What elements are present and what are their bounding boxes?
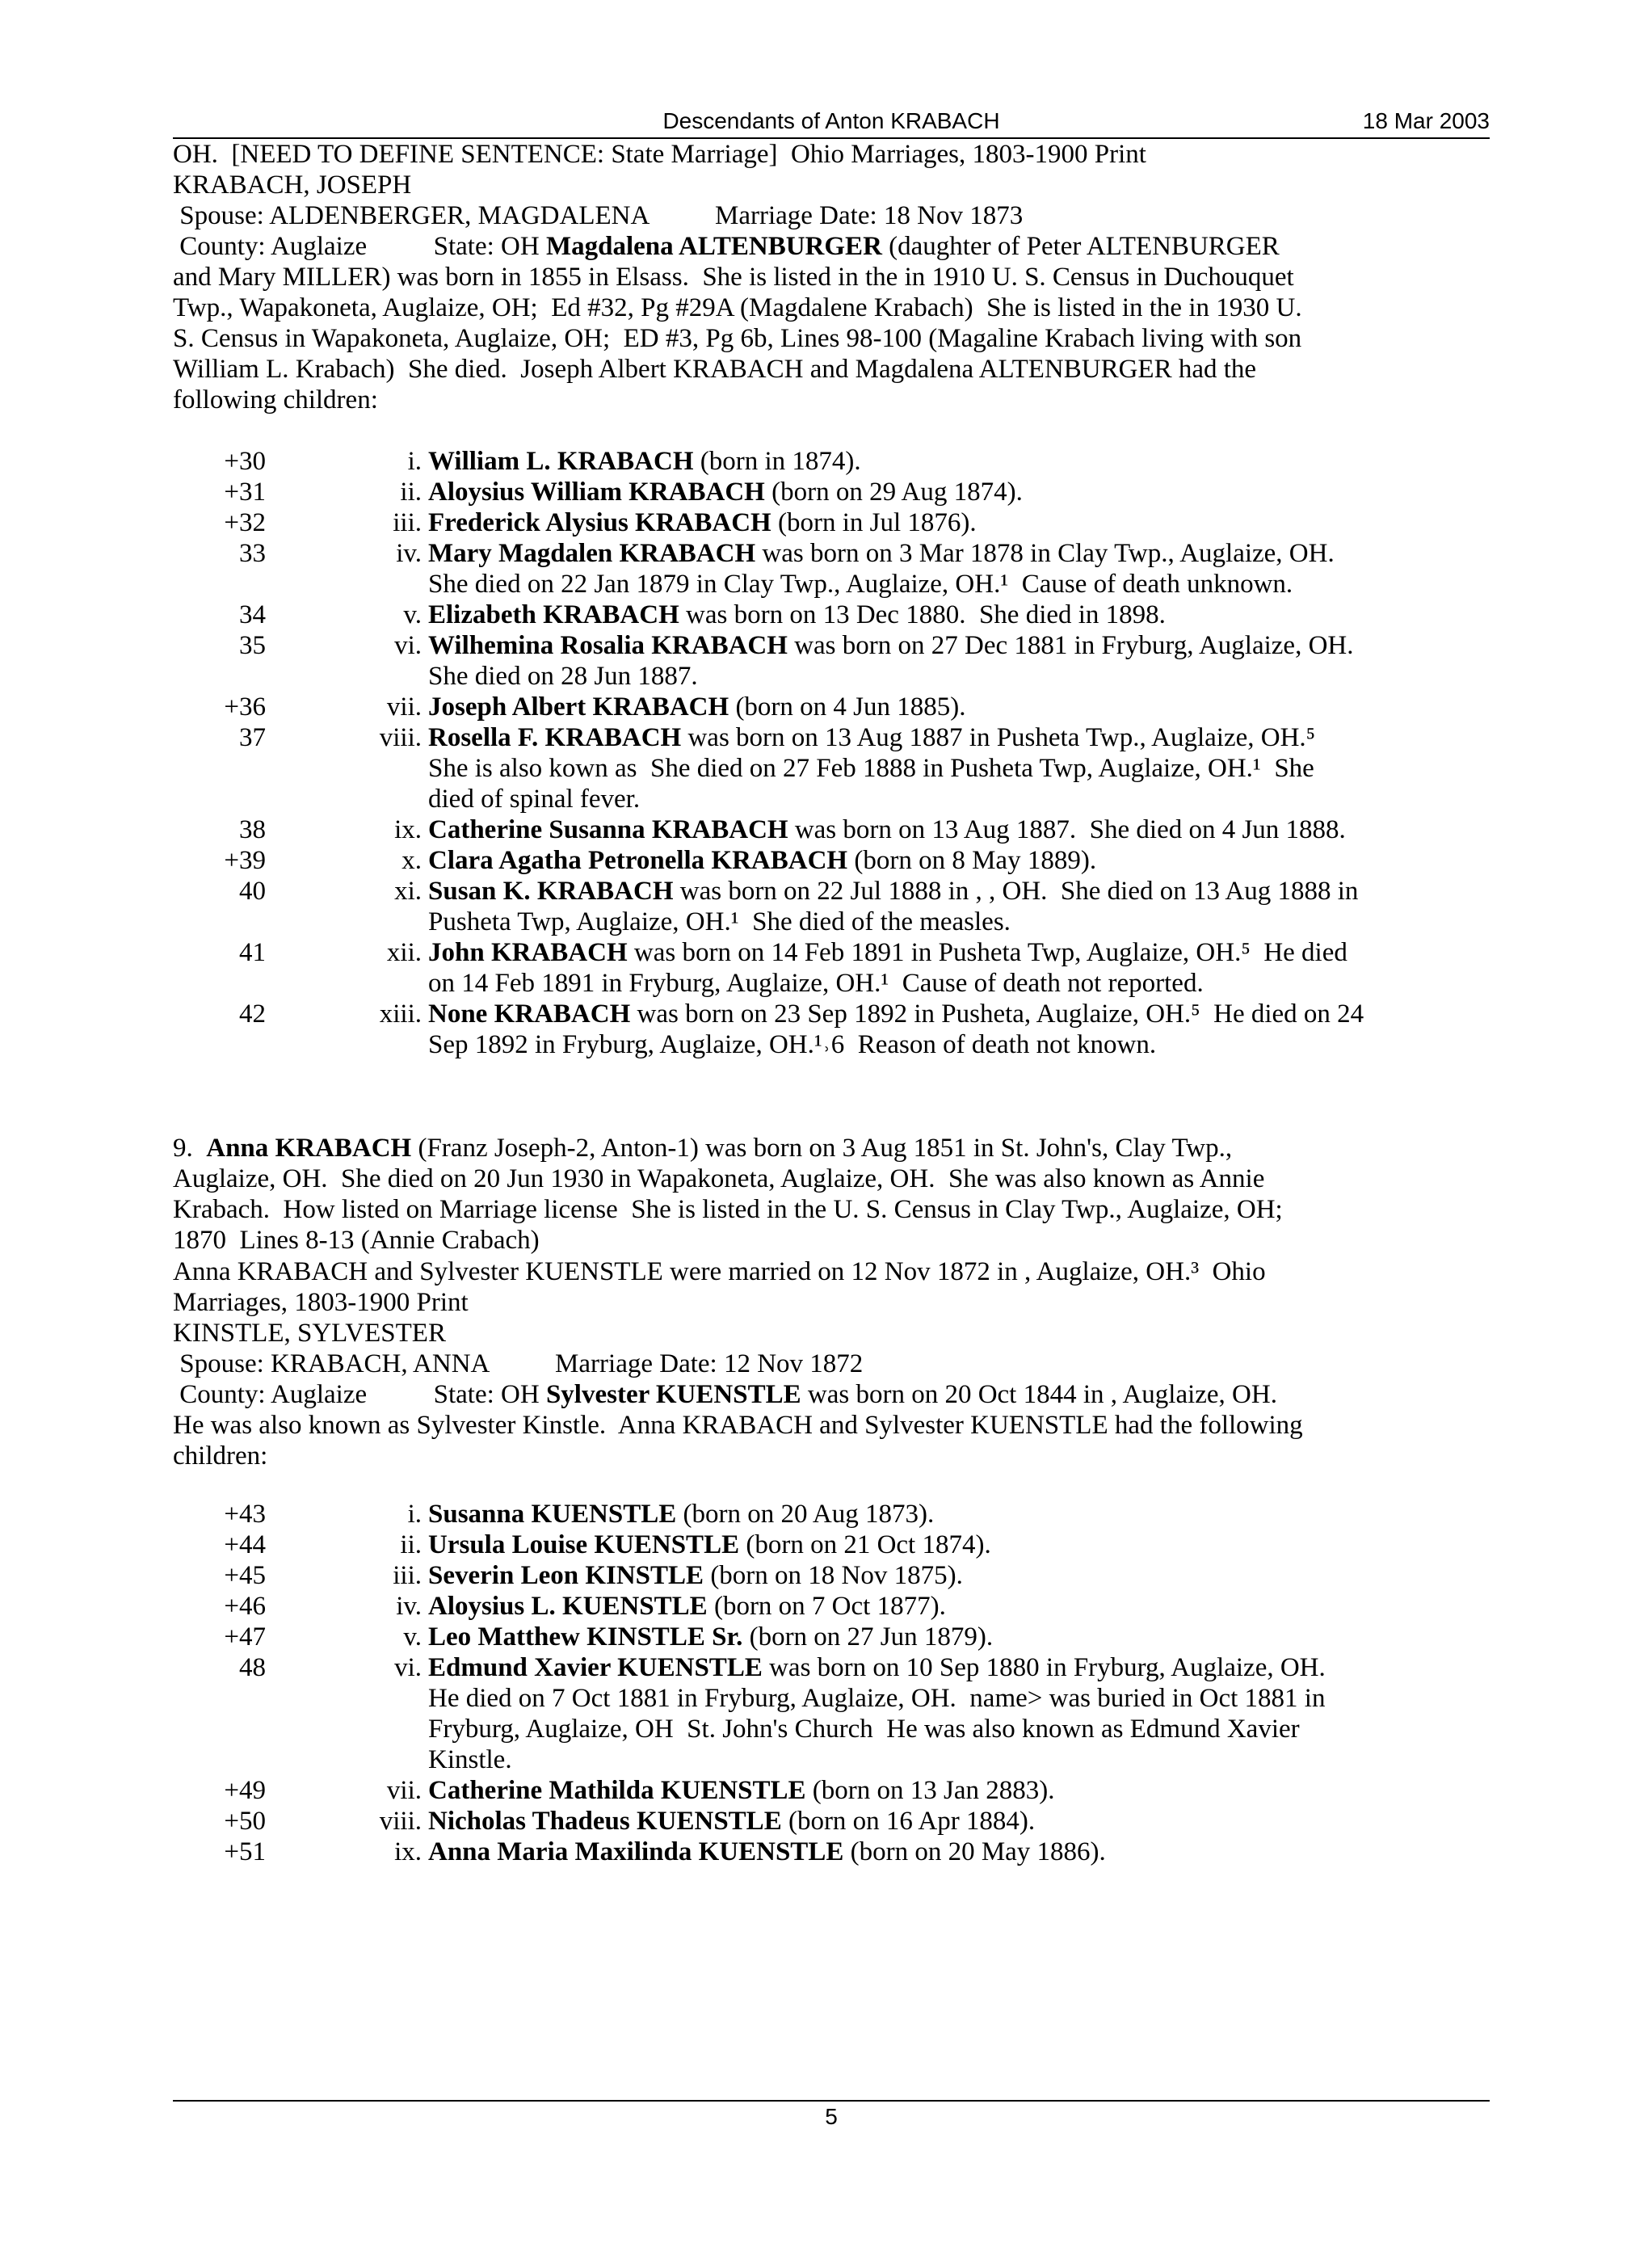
text-line: Fryburg, Auglaize, OH St. John's Church He was also known as Edmund Xavier (428, 1715, 1300, 1744)
footer-rule (173, 2100, 1490, 2102)
child-detail: (born on 21 Oct 1874). (739, 1530, 991, 1559)
child-name: Joseph Albert KRABACH (428, 692, 729, 722)
text-line: Twp., Wapakoneta, Auglaize, OH; Ed #32, Pg #29A (Magdalene Krabach) She is listed in the in 1930 U. (173, 293, 1302, 322)
text-line (428, 1591, 1490, 1622)
child-description (428, 600, 1490, 630)
child-detail: was born on 13 Aug 1887. She died on 4 Jun 1888. (788, 815, 1346, 844)
child-name: Frederick Alysius KRABACH (428, 508, 771, 537)
child-roman-numeral: xii. (386, 938, 422, 967)
text-line: Auglaize, OH. She died on 20 Jun 1930 in Wapakoneta, Auglaize, OH. She was also known as Annie (173, 1164, 1265, 1193)
child-roman-numeral: ix. (394, 815, 422, 844)
child-entry (173, 1530, 1490, 1560)
child-entry (173, 845, 1490, 876)
text-line: Anna KRABACH and Sylvester KUENSTLE were married on 12 Nov 1872 in , Auglaize, OH.³ Ohio (173, 1257, 1266, 1286)
text-line: OH. [NEED TO DEFINE SENTENCE: State Marriage] Ohio Marriages, 1803-1900 Print (173, 140, 1146, 169)
person-name: Sylvester KUENSTLE (545, 1380, 801, 1409)
child-number: 42 (239, 999, 266, 1029)
children-list-kuenstle (173, 1499, 1490, 1867)
anna-paragraph (173, 1133, 1490, 1256)
text-line: 9. Anna KRABACH (Franz Joseph-2, Anton-1) was born on 3 Aug 1851 in St. John's, Clay Twp., (173, 1134, 1233, 1163)
child-name: Catherine Mathilda KUENSTLE (428, 1776, 806, 1805)
text-line (428, 600, 1490, 630)
child-detail: was born on 10 Sep 1880 in Fryburg, Auglaize, OH. (762, 1653, 1326, 1682)
child-detail: (born on 8 May 1889). (847, 846, 1097, 875)
page-number: 5 (825, 2104, 838, 2129)
header-title: Descendants of Anton KRABACH (662, 108, 1000, 133)
child-detail: (born in Jul 1876). (771, 508, 977, 537)
child-entry (173, 876, 1490, 937)
child-number: +31 (224, 478, 266, 507)
child-number: 37 (239, 723, 266, 752)
text-line (428, 937, 1490, 968)
text-line (428, 845, 1490, 876)
text-line: She is also kown as She died on 27 Feb 1888 in Pusheta Twp, Auglaize, OH.¹ She (428, 754, 1314, 783)
child-roman-numeral: vi. (394, 1653, 422, 1682)
text-line (428, 814, 1490, 845)
child-detail: was born on 3 Mar 1878 in Clay Twp., Auglaize, OH. (755, 539, 1335, 568)
child-number: +43 (224, 1500, 266, 1529)
text-line: following children: (173, 385, 378, 414)
text-line: He died on 7 Oct 1881 in Fryburg, Auglaize, OH. name> was buried in Oct 1881 in (428, 1684, 1326, 1713)
child-entry (173, 814, 1490, 845)
child-description (428, 814, 1490, 845)
child-number: 41 (239, 938, 266, 967)
child-roman-numeral: xi. (394, 877, 422, 906)
child-roman-numeral: ii. (400, 478, 422, 507)
text-line: Spouse: KRABACH, ANNA Marriage Date: 12 Nov 1872 (173, 1349, 864, 1378)
child-roman-numeral: x. (401, 846, 422, 875)
child-name: Ursula Louise KUENSTLE (428, 1530, 740, 1559)
child-number: +45 (224, 1561, 266, 1590)
text-line: S. Census in Wapakoneta, Auglaize, OH; ED #3, Pg 6b, Lines 98-100 (Magaline Krabach living with son (173, 324, 1302, 353)
text-line: Marriages, 1803-1900 Print (173, 1288, 469, 1317)
text-line: She died on 28 Jun 1887. (428, 662, 698, 691)
child-description (428, 630, 1490, 692)
child-name: Rosella F. KRABACH (428, 723, 682, 752)
child-description (428, 1622, 1490, 1652)
child-name: Severin Leon KINSTLE (428, 1561, 704, 1590)
child-detail: was born on 23 Sep 1892 in Pusheta, Auglaize, OH.⁵ He died on 24 (630, 999, 1364, 1029)
child-name: Aloysius William KRABACH (428, 478, 765, 507)
child-detail: was born on 14 Feb 1891 in Pusheta Twp, Auglaize, OH.⁵ He died (627, 938, 1347, 967)
child-description (428, 845, 1490, 876)
text-line: died of spinal fever. (428, 785, 641, 814)
child-entry (173, 446, 1490, 477)
child-roman-numeral: iii. (393, 508, 422, 537)
child-detail: (born on 4 Jun 1885). (729, 692, 966, 722)
text-line: County: Auglaize State: OH Sylvester KUENSTLE was born on 20 Oct 1844 in , Auglaize, OH. (173, 1380, 1277, 1409)
children-list-krabach (173, 446, 1490, 1060)
child-detail: (born on 13 Jan 2883). (805, 1776, 1055, 1805)
text-line (428, 1775, 1490, 1806)
child-number: +47 (224, 1622, 266, 1652)
child-roman-numeral: xiii. (379, 999, 422, 1029)
child-name: Edmund Xavier KUENSTLE (428, 1653, 763, 1682)
child-name: Susanna KUENSTLE (428, 1500, 677, 1529)
child-detail: (born on 16 Apr 1884). (781, 1807, 1036, 1836)
child-roman-numeral: v. (403, 600, 422, 629)
child-name: None KRABACH (428, 999, 631, 1029)
child-roman-numeral: iii. (393, 1561, 422, 1590)
child-entry (173, 477, 1490, 507)
child-description (428, 1530, 1490, 1560)
child-detail: was born on 27 Dec 1881 in Fryburg, Auglaize, OH. (787, 631, 1354, 660)
text-line (428, 876, 1490, 907)
child-description (428, 446, 1490, 477)
child-number: +30 (224, 447, 266, 476)
text-line: She died on 22 Jan 1879 in Clay Twp., Auglaize, OH.¹ Cause of death unknown. (428, 570, 1293, 599)
person-name: Magdalena ALTENBURGER (545, 232, 882, 261)
child-entry (173, 507, 1490, 538)
child-description (428, 507, 1490, 538)
child-number: 48 (239, 1653, 266, 1682)
child-number: 35 (239, 631, 266, 660)
text-line: Spouse: ALDENBERGER, MAGDALENA Marriage Date: 18 Nov 1873 (173, 201, 1024, 230)
child-roman-numeral: vii. (386, 692, 422, 722)
page-header (173, 108, 1490, 136)
text-line (428, 1622, 1490, 1652)
child-number: 38 (239, 815, 266, 844)
child-number: 34 (239, 600, 266, 629)
child-roman-numeral: i. (407, 1500, 422, 1529)
child-number: +49 (224, 1776, 266, 1805)
child-number: 33 (239, 539, 266, 568)
child-entry (173, 1652, 1490, 1775)
child-description (428, 1560, 1490, 1591)
child-name: John KRABACH (428, 938, 628, 967)
child-roman-numeral: viii. (379, 723, 422, 752)
child-entry (173, 538, 1490, 600)
child-detail: (born on 20 Aug 1873). (676, 1500, 935, 1529)
child-entry (173, 999, 1490, 1060)
text-line (428, 692, 1490, 722)
text-line (428, 1530, 1490, 1560)
text-line: Krabach. How listed on Marriage license She is listed in the U. S. Census in Clay Twp., Auglaize, OH; (173, 1195, 1283, 1224)
child-entry (173, 600, 1490, 630)
child-number: +36 (224, 692, 266, 722)
child-description (428, 538, 1490, 600)
child-entry (173, 1837, 1490, 1867)
child-description (428, 1499, 1490, 1530)
text-line: Pusheta Twp, Auglaize, OH.¹ She died of the measles. (428, 907, 1011, 936)
child-entry (173, 1591, 1490, 1622)
child-entry (173, 1806, 1490, 1837)
text-line: KINSTLE, SYLVESTER (173, 1319, 446, 1348)
child-name: Anna Maria Maxilinda KUENSTLE (428, 1837, 844, 1866)
child-description (428, 1775, 1490, 1806)
child-description (428, 722, 1490, 814)
child-entry (173, 692, 1490, 722)
intro-paragraph (173, 139, 1490, 415)
child-name: Clara Agatha Petronella KRABACH (428, 846, 848, 875)
child-name: Aloysius L. KUENSTLE (428, 1592, 708, 1621)
child-name: William L. KRABACH (428, 447, 694, 476)
child-roman-numeral: ix. (394, 1837, 422, 1866)
text-line (428, 1499, 1490, 1530)
child-entry (173, 1499, 1490, 1530)
text-line (428, 722, 1490, 753)
text-line (428, 538, 1490, 569)
child-name: Leo Matthew KINSTLE Sr. (428, 1622, 743, 1652)
child-number: +32 (224, 508, 266, 537)
child-description (428, 1806, 1490, 1837)
child-name: Nicholas Thadeus KUENSTLE (428, 1807, 782, 1836)
child-number: +50 (224, 1807, 266, 1836)
child-detail: was born on 22 Jul 1888 in , , OH. She died on 13 Aug 1888 in (673, 877, 1359, 906)
child-description (428, 1837, 1490, 1867)
child-detail: was born on 13 Aug 1887 in Pusheta Twp., Auglaize, OH.⁵ (681, 723, 1316, 752)
child-roman-numeral: iv. (396, 539, 422, 568)
text-line (428, 1806, 1490, 1837)
child-detail: was born on 13 Dec 1880. She died in 1898. (679, 600, 1166, 629)
child-roman-numeral: i. (407, 447, 422, 476)
child-roman-numeral: vii. (386, 1776, 422, 1805)
child-name: Elizabeth KRABACH (428, 600, 679, 629)
child-roman-numeral: ii. (400, 1530, 422, 1559)
text-line: children: (173, 1441, 268, 1471)
child-detail: (born on 27 Jun 1879). (742, 1622, 994, 1652)
child-description (428, 477, 1490, 507)
text-line (428, 1837, 1490, 1867)
text-line (428, 1560, 1490, 1591)
text-line: He was also known as Sylvester Kinstle. Anna KRABACH and Sylvester KUENSTLE had the following (173, 1411, 1303, 1440)
child-detail: (born on 7 Oct 1877). (707, 1592, 946, 1621)
text-line: Kinstle. (428, 1745, 512, 1774)
child-detail: (born on 29 Aug 1874). (764, 478, 1023, 507)
text-line (428, 477, 1490, 507)
child-entry (173, 1775, 1490, 1806)
text-line: County: Auglaize State: OH Magdalena ALTENBURGER (daughter of Peter ALTENBURGER (173, 232, 1280, 261)
child-description (428, 692, 1490, 722)
child-name: Wilhemina Rosalia KRABACH (428, 631, 788, 660)
child-roman-numeral: v. (403, 1622, 422, 1652)
text-line (428, 507, 1490, 538)
child-name: Catherine Susanna KRABACH (428, 815, 788, 844)
child-name: Susan K. KRABACH (428, 877, 674, 906)
header-date: 18 Mar 2003 (1362, 108, 1490, 133)
marriage-paragraph (173, 1256, 1490, 1471)
child-roman-numeral: iv. (396, 1592, 422, 1621)
child-detail: (born in 1874). (693, 447, 861, 476)
child-name: Mary Magdalen KRABACH (428, 539, 756, 568)
text-line: 1870 Lines 8-13 (Annie Crabach) (173, 1226, 540, 1255)
child-number: 40 (239, 877, 266, 906)
child-entry (173, 1622, 1490, 1652)
child-description (428, 937, 1490, 999)
child-detail: (born on 20 May 1886). (843, 1837, 1106, 1866)
text-line (428, 446, 1490, 477)
child-entry (173, 722, 1490, 814)
text-line (428, 999, 1490, 1029)
text-line (428, 630, 1490, 661)
child-roman-numeral: vi. (394, 631, 422, 660)
child-entry (173, 937, 1490, 999)
child-description (428, 876, 1490, 937)
text-line (428, 1652, 1490, 1683)
child-number: +51 (224, 1837, 266, 1866)
text-line: and Mary MILLER) was born in 1855 in Elsass. She is listed in the in 1910 U. S. Census in Duchouquet (173, 263, 1294, 292)
child-number: +44 (224, 1530, 266, 1559)
child-description (428, 999, 1490, 1060)
text-line: William L. Krabach) She died. Joseph Albert KRABACH and Magdalena ALTENBURGER had the (173, 355, 1257, 384)
child-roman-numeral: viii. (379, 1807, 422, 1836)
child-number: +39 (224, 846, 266, 875)
text-line: on 14 Feb 1891 in Fryburg, Auglaize, OH.¹ Cause of death not reported. (428, 969, 1204, 998)
child-description (428, 1591, 1490, 1622)
child-number: +46 (224, 1592, 266, 1621)
text-line: KRABACH, JOSEPH (173, 170, 412, 200)
child-entry (173, 1560, 1490, 1591)
person-name: Anna KRABACH (206, 1134, 412, 1163)
child-entry (173, 630, 1490, 692)
child-description (428, 1652, 1490, 1775)
child-detail: (born on 18 Nov 1875). (704, 1561, 963, 1590)
text-line: Sep 1892 in Fryburg, Auglaize, OH.¹˒6 Reason of death not known. (428, 1030, 1157, 1059)
